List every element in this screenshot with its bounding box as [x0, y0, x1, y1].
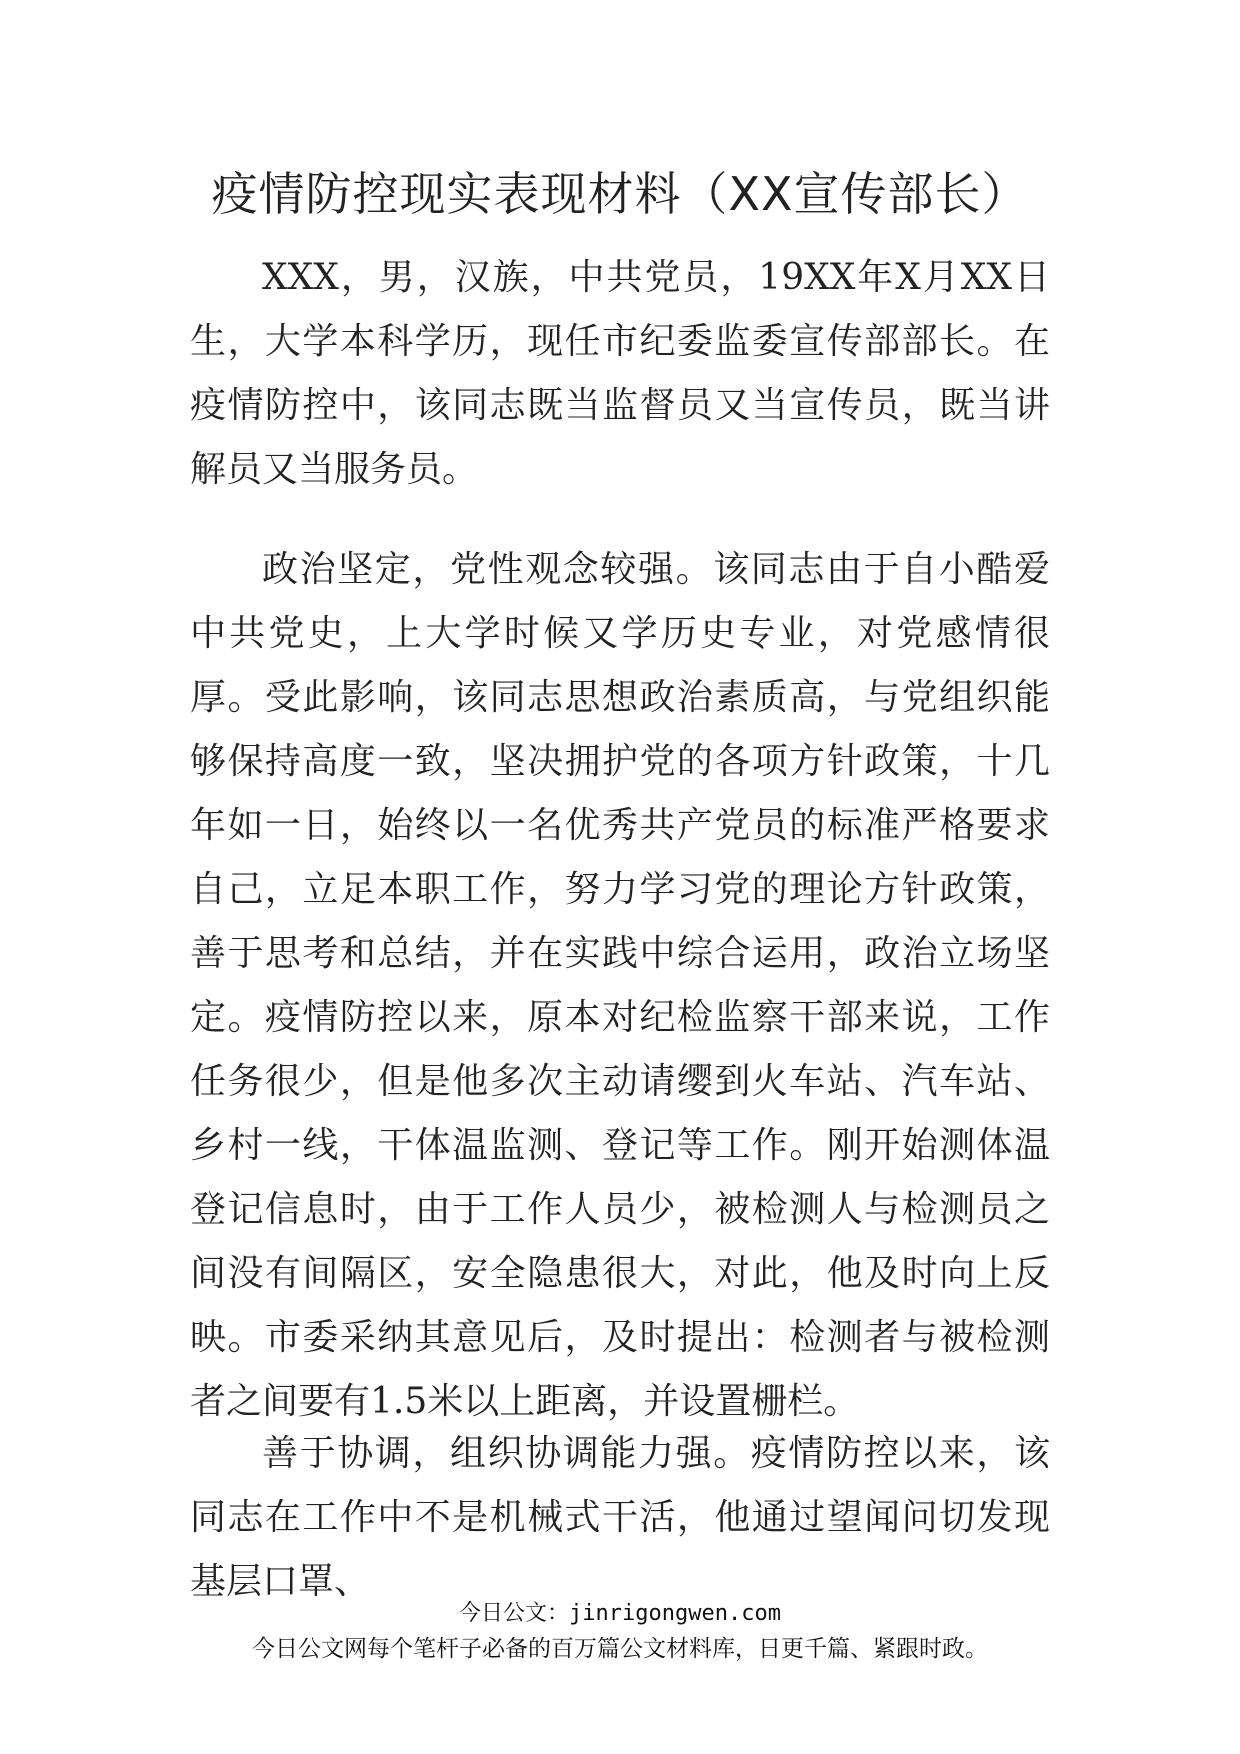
- footer-site-line: [0, 1596, 1240, 1627]
- document-title: 疫情防控现实表现材料（XX宣传部长）: [211, 167, 1029, 221]
- footer-slogan: 今日公文网每个笔杆子必备的百万篇公文材料库，日更千篇、紧跟时政。: [252, 1636, 988, 1662]
- paragraph-political: 政治坚定，党性观念较强。该同志由于自小酷爱中共党史，上大学时候又学历史专业，对党感情很厚。受此影响，该同志思想政治素质高，与党组织能够保持高度一致，坚决拥护党的各项方针政策，十几年如一日，始终以一名优秀共产党员的标准严格要求自己，立足本职工作，努力学习党的理论方针政策，善于思考和总结，并在实践中综合运用，政治立场坚定。疫情防控以来，原本对纪检监察干部来说，工作任务很少，但是他多次主动请缨到火车站、汽车站、乡村一线，干体温监测、登记等工作。刚开始测体温登记信息时，由于工作人员少，被检测人与检测员之间没有间隔区，安全隐患很大，对此，他及时向上反映。市委采纳其意见后，及时提出：检测者与被检测者之间要有1.5米以上距离，并设置栅栏。: [190, 549, 1050, 1422]
- paragraph-intro: XXX，男，汉族，中共党员，19XX年X月XX日生，大学本科学历，现任市纪委监委宣传部部长。在疫情防控中，该同志既当监督员又当宣传员，既当讲解员又当服务员。: [190, 257, 1050, 490]
- footer-site-label: 今日公文：: [459, 1601, 570, 1626]
- footer-site-url[interactable]: jinrigongwen.com: [569, 1601, 781, 1626]
- paragraph-coordination: 善于协调，组织协调能力强。疫情防控以来，该同志在工作中不是机械式干活，他通过望闻问切发现基层口罩、: [190, 1433, 1050, 1602]
